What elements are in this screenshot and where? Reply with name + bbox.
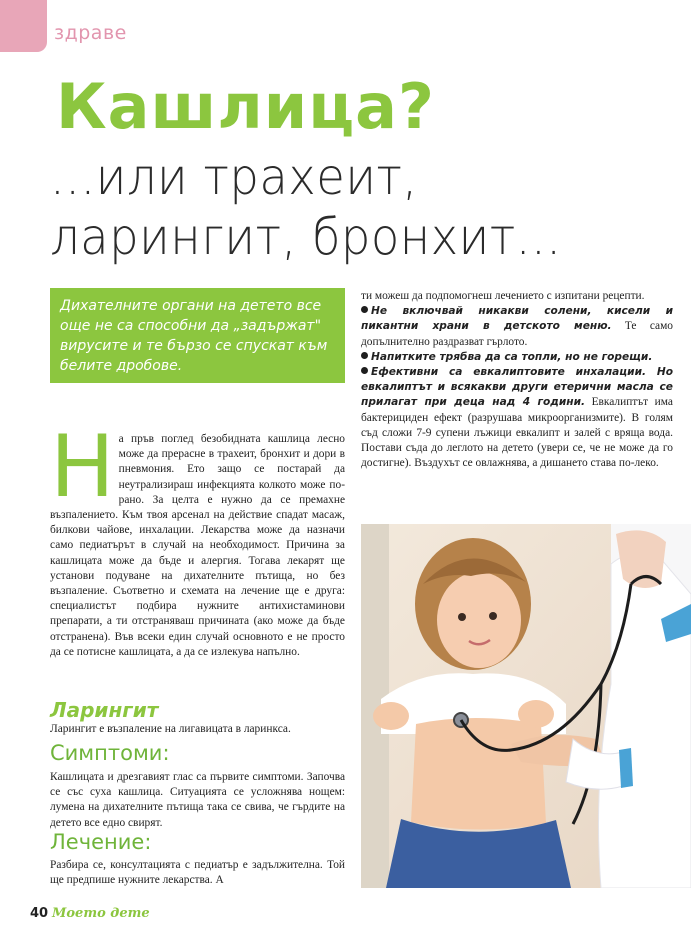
symptoms-heading: Симптоми: (50, 741, 170, 765)
treatment-heading: Лечение: (50, 830, 152, 854)
article-subtitle-line-2: ларингит, бронхит... (50, 208, 562, 266)
bullet-dot-icon (361, 367, 368, 374)
treatment-text: Разбира се, консултацията с педиатър е задължителна. Той ще предпише нужните лекарства. А (50, 859, 345, 887)
magazine-name: Моето дете (52, 906, 150, 921)
right-continuation: ти можеш да подпомогнеш лечението с изпитани рецепти. (361, 290, 645, 302)
right-bullet-1 (361, 304, 673, 350)
laryngitis-heading: Ларингит (50, 698, 159, 722)
article-subtitle-line-1: ...или трахеит, (50, 148, 418, 206)
section-label: здраве (54, 22, 127, 44)
section-tab (0, 0, 47, 52)
intro-section (50, 417, 345, 660)
intro-text: а пръв поглед безобидната кашлица лесно може да прерасне в трахеит, бронхит и дори в пневмония. Ето защо се постарай да неутрализираш инфекцията колкото може по-рано. За целта е нужно да се премахне възпалението. Към твоя арсенал на действие спадат масаж, билкови чайове, инхалации. Лекарства може да назначи само педиатърът в случай на необходимост. Причина за кашлицата може да бъде и алергия. Тогава лекарят ще установи подуване на дихателните пътища, но без възпаление. Съответно и схемата на лечение ще е друга: специалистът подбира нужните антихистаминови препарати, а ти отстраняваш причината (ако може да бъде отстранена). Във всеки един случай основното е не просто да се потисне кашлицата, а да се излекува напълно. (50, 433, 345, 658)
article-title: Кашлица? (56, 70, 435, 143)
lead-text: Дихателните органи на детето все още не са способни да „задържат" вирусите и те бързо се спускат към белите дробове. (60, 298, 328, 374)
bullet-2-bold: Напитките трябва да са топли, но не горещи. (371, 350, 653, 363)
right-column (361, 289, 673, 471)
right-bullet-3 (361, 365, 673, 471)
bullet-3-rest: Евкалиптът има бактерициден ефект (разрушава микроорганизмите). В голям съд сложи 7-9 супени лъжици евкалипт и залей с вряща вода. Постави съда до леглото на детето (увери се, че не може да го достигне). Въздухът се овлажнява, а дишането става по-леко. (361, 396, 673, 470)
bullet-3-bold: Ефективни са евкалиптовите инхалации. Но евкалиптът и всякакви други етерични масла се прилагат при деца над 4 години. (361, 366, 673, 409)
bullet-1-rest: Те само допълнително раздразват гърлото. (361, 320, 673, 348)
laryngitis-text: Ларингит е възпаление на лигавицата в ларинкса. (50, 723, 291, 735)
drop-cap: Н (50, 417, 115, 517)
doctor-child-photo (361, 524, 691, 888)
photo-illustration (361, 524, 691, 888)
symptoms-text: Кашлицата и дрезгавият глас са първите симптоми. Започва се със суха кашлица. Ситуацията се усложнява нощем: лумена на дихателните пътища така се свива, че гърдите на детето все едно свирят. (50, 771, 345, 829)
page-number: 40 (30, 906, 49, 921)
lead-box (50, 288, 345, 383)
right-bullet-2 (361, 350, 673, 365)
bullet-dot-icon (361, 306, 368, 313)
bullet-1-bold: Не включвай никакви солени, кисели и пикантни храни в детското меню. (361, 305, 673, 333)
bullet-dot-icon (361, 352, 368, 359)
